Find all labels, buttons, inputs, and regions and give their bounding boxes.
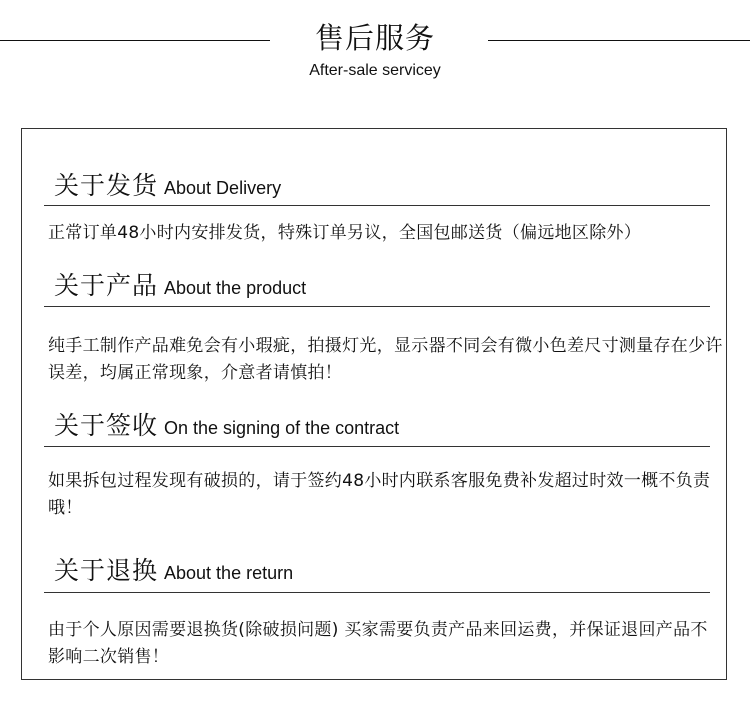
content-frame [21, 128, 727, 680]
page-subtitle: After-sale servicey [309, 62, 441, 79]
section-body-signing: 如果拆包过程发现有破损的，请于签约48小时内联系客服免费补发超过时效一概不负责哦！ [48, 471, 711, 518]
section-heading-signing [54, 406, 714, 442]
section-body-product: 纯手工制作产品难免会有小瑕疵，拍摄灯光，显示器不同会有微小色差尺寸测量存在少许误差，均属正常现象，介意者请慎拍！ [48, 336, 723, 383]
page-title: 售后服务 [314, 21, 435, 55]
section-title-en: About the product [164, 278, 307, 298]
section-title-cn: 关于发货 [54, 171, 159, 200]
header-divider-right [488, 40, 750, 41]
section-body-return: 由于个人原因需要退换货(除破损问题) 买家需要负责产品来回运费，并保证退回产品不影响二次销售！ [48, 620, 708, 667]
section-heading-return [54, 551, 714, 587]
section-divider [44, 306, 710, 307]
section-divider [44, 205, 710, 206]
section-divider [44, 592, 710, 593]
section-title-en: About the return [164, 563, 294, 583]
section-title-en: On the signing of the contract [164, 418, 400, 438]
section-heading-delivery [54, 166, 714, 202]
section-title-en: About Delivery [164, 178, 282, 198]
section-title-cn: 关于退换 [54, 556, 159, 585]
section-heading-product [54, 266, 714, 302]
section-title-cn: 关于产品 [54, 271, 159, 300]
section-divider [44, 446, 710, 447]
section-body-delivery: 正常订单48小时内安排发货，特殊订单另议，全国包邮送货（偏远地区除外） [48, 223, 642, 243]
section-title-cn: 关于签收 [54, 411, 159, 440]
